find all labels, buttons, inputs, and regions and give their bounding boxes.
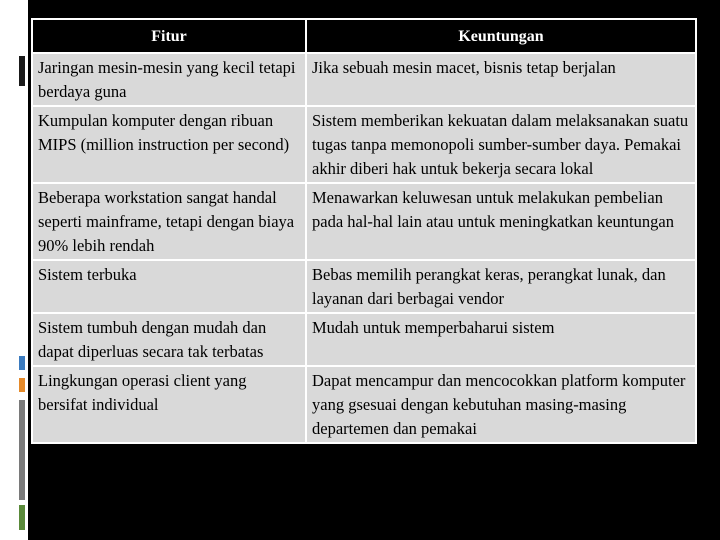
accent-bar-gray <box>19 400 25 500</box>
table-row <box>32 106 696 183</box>
feature-cell: Jaringan mesin-mesin yang kecil tetapi berdaya guna <box>32 53 306 106</box>
benefit-cell: Jika sebuah mesin macet, bisnis tetap berjalan <box>306 53 696 106</box>
table-row <box>32 366 696 443</box>
table-row <box>32 53 696 106</box>
benefit-cell: Bebas memilih perangkat keras, perangkat lunak, dan layanan dari berbagai vendor <box>306 260 696 313</box>
table-header-row <box>32 19 696 53</box>
table-row <box>32 183 696 260</box>
table-row <box>32 260 696 313</box>
header-fitur: Fitur <box>32 19 306 53</box>
features-benefits-table <box>31 18 697 444</box>
benefit-cell: Dapat mencampur dan mencocokkan platform komputer yang gsesuai dengan kebutuhan masing-masing departemen dan pemakai <box>306 366 696 443</box>
feature-cell: Sistem tumbuh dengan mudah dan dapat diperluas secara tak terbatas <box>32 313 306 366</box>
accent-bar-green <box>19 505 25 530</box>
benefit-cell: Menawarkan keluwesan untuk melakukan pembelian pada hal-hal lain atau untuk meningkatkan keuntungan <box>306 183 696 260</box>
feature-cell: Kumpulan komputer dengan ribuan MIPS (million instruction per second) <box>32 106 306 183</box>
feature-cell: Lingkungan operasi client yang bersifat individual <box>32 366 306 443</box>
slide-left-margin <box>0 0 28 540</box>
benefit-cell: Mudah untuk memperbaharui sistem <box>306 313 696 366</box>
feature-cell: Beberapa workstation sangat handal seperti mainframe, tetapi dengan biaya 90% lebih rendah <box>32 183 306 260</box>
accent-bar-blue <box>19 356 25 370</box>
table-row <box>32 313 696 366</box>
benefit-cell: Sistem memberikan kekuatan dalam melaksanakan suatu tugas tanpa memonopoli sumber-sumber daya. Pemakai akhir diberi hak untuk bekerja secara lokal <box>306 106 696 183</box>
accent-bar-orange <box>19 378 25 392</box>
header-keuntungan: Keuntungan <box>306 19 696 53</box>
feature-cell: Sistem terbuka <box>32 260 306 313</box>
accent-bar-dark <box>19 56 25 86</box>
